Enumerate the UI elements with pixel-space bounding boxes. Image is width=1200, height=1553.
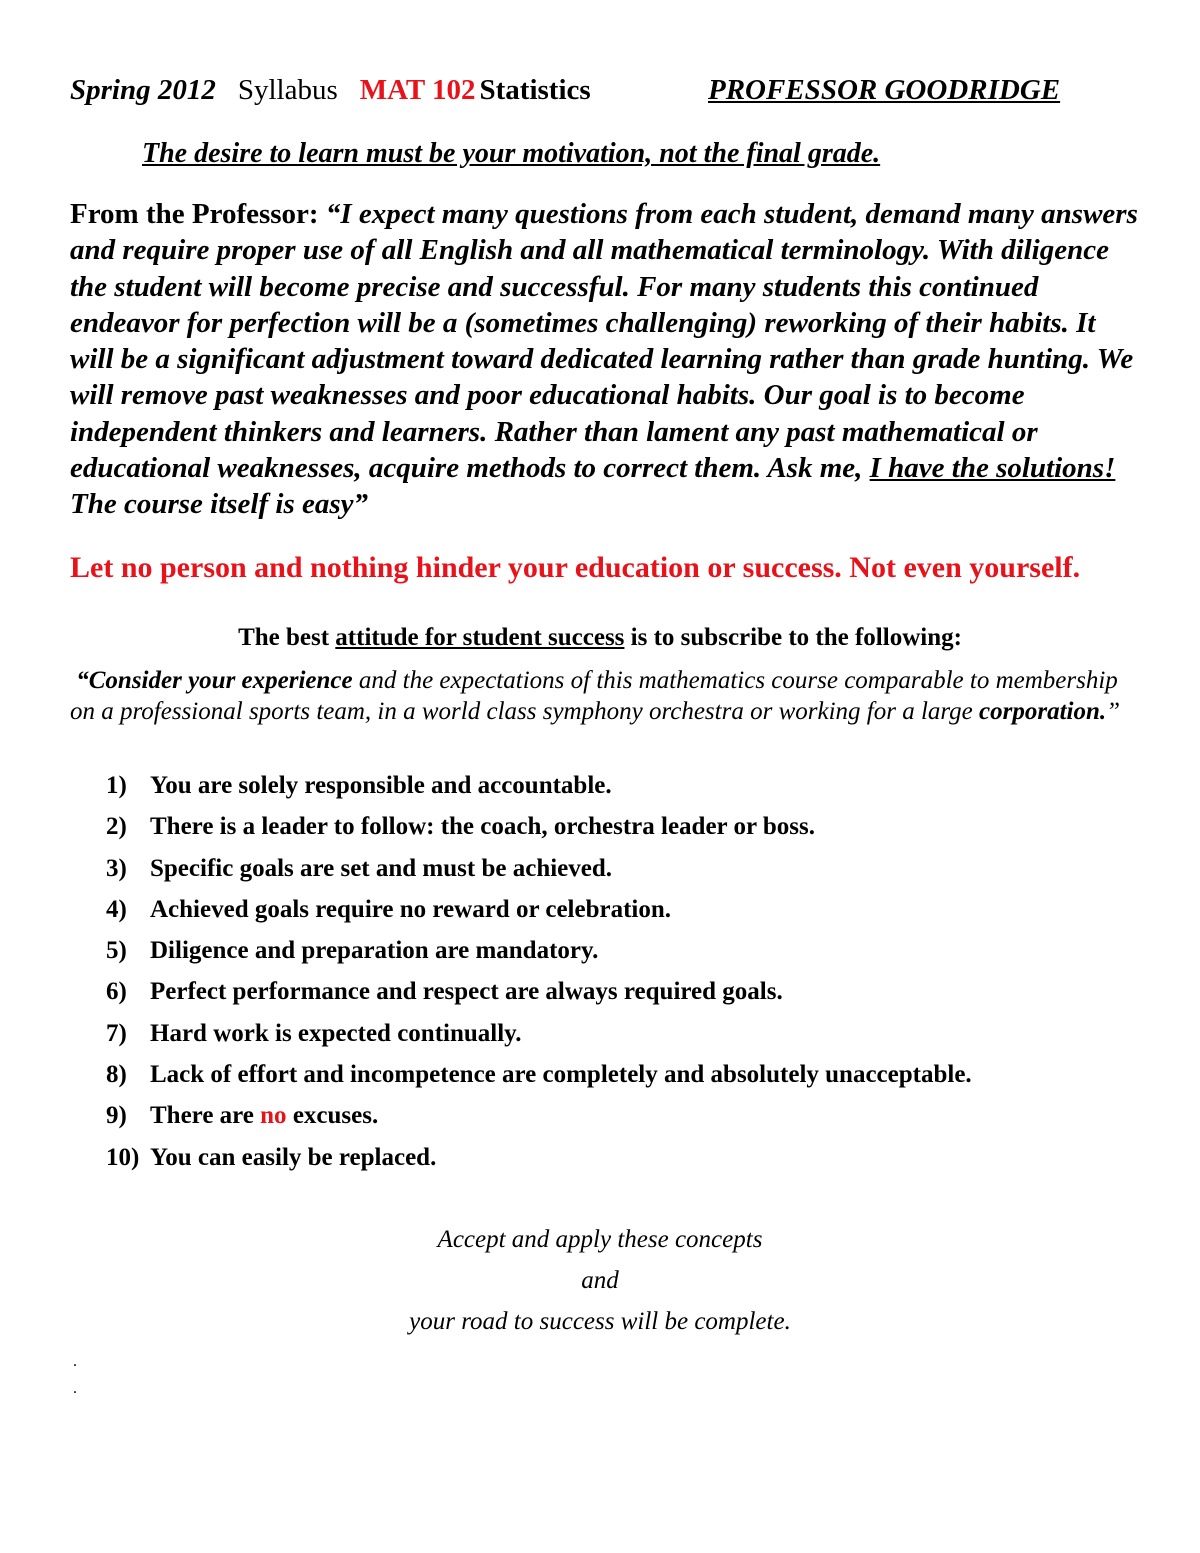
list-item [106, 1142, 972, 1183]
semester: Spring 2012 [70, 74, 216, 106]
closing-line: your road to success will be complete. [409, 1308, 791, 1335]
professor-name: PROFESSOR GOODRIDGE [708, 74, 1061, 106]
quote-underlined: I have the solutions! [869, 452, 1116, 485]
item-text: Lack of effort and incompetence are completely and absolutely unacceptable. [150, 1061, 972, 1089]
quote-text: “I expect many questions from each student, demand many answers and require proper use of all English and all mathematical terminology. With diligence the student will become precise and successful. For many students this continued endeavor for perfection will be a (sometimes challenging) reworking of their habits. It will be a significant adjustment toward dedicated learning rather than grade hunting. We will remove past weaknesses and poor educational habits. Our goal is to become independent thinkers and learners. Rather than lament any past mathematical or educational weaknesses, acquire methods to correct them. Ask me, [70, 198, 1138, 485]
motto: The desire to learn must be your motivation, not the final grade. [142, 138, 881, 169]
item-text: Achieved goals require no reward or celebration. [150, 895, 672, 923]
item-text: There is a leader to follow: the coach, orchestra leader or boss. [150, 813, 815, 841]
list-item [106, 853, 972, 894]
item-text: You are solely responsible and accountable. [150, 772, 612, 799]
item-number: 6) [106, 978, 127, 1006]
quote-ending: The course itself is easy” [70, 488, 369, 521]
header-line [70, 72, 1130, 108]
item-number: 2) [106, 813, 127, 841]
closing-line: Accept and apply these concepts [437, 1226, 763, 1253]
item-number: 3) [106, 854, 127, 882]
list-item [106, 935, 972, 976]
consider-bold-word: corporation. [979, 698, 1107, 725]
item-number: 7) [106, 1019, 127, 1047]
attitude-heading [0, 622, 1200, 654]
item-text: Diligence and preparation are mandatory. [150, 937, 599, 965]
course-code: MAT 102 [359, 74, 476, 106]
closing-block [0, 1224, 1200, 1347]
consider-close: ” [1106, 698, 1121, 725]
quote-lead: From the Professor: [70, 198, 319, 230]
list-item [106, 894, 972, 935]
list-item [106, 1100, 972, 1141]
item-text: Hard work is expected continually. [150, 1019, 522, 1047]
list-item [106, 811, 972, 852]
attitude-prefix: The best [238, 624, 330, 651]
attitude-underlined: attitude for student success [335, 624, 625, 651]
item-text: Perfect performance and respect are always required goals. [150, 978, 783, 1006]
item-text-after: excuses. [292, 1102, 379, 1130]
item-text: You can easily be replaced. [150, 1143, 437, 1171]
item-text: Specific goals are set and must be achieved. [150, 854, 613, 882]
professor-quote [70, 196, 1140, 523]
list-item [106, 1059, 972, 1100]
item-number: 9) [106, 1102, 127, 1130]
consider-open: “Consider your experience [76, 667, 353, 694]
attitude-suffix: is to subscribe to the following: [630, 624, 962, 651]
hinder-statement: Let no person and nothing hinder your education or success. Not even yourself. [70, 551, 1081, 584]
item-text-red: no [260, 1102, 287, 1130]
rules-list [106, 770, 972, 1183]
item-number: 5) [106, 937, 127, 965]
item-text-before: There are [150, 1102, 254, 1130]
consider-paragraph [70, 665, 1140, 727]
course-name: Statistics [479, 74, 591, 106]
item-number: 8) [106, 1061, 127, 1089]
stray-mark: . [73, 1353, 77, 1370]
consider-middle: and the expectations of this mathematics course comparable to membership on a professional sports team, in a world class symphony orchestra or working for a large [70, 667, 1118, 725]
item-number: 10) [106, 1143, 140, 1171]
item-number: 1) [106, 772, 127, 799]
list-item [106, 770, 972, 811]
list-item [106, 976, 972, 1017]
closing-line: and [581, 1267, 619, 1294]
stray-mark: . [73, 1380, 77, 1397]
doc-type: Syllabus [237, 74, 338, 106]
item-number: 4) [106, 895, 127, 923]
list-item [106, 1018, 972, 1059]
